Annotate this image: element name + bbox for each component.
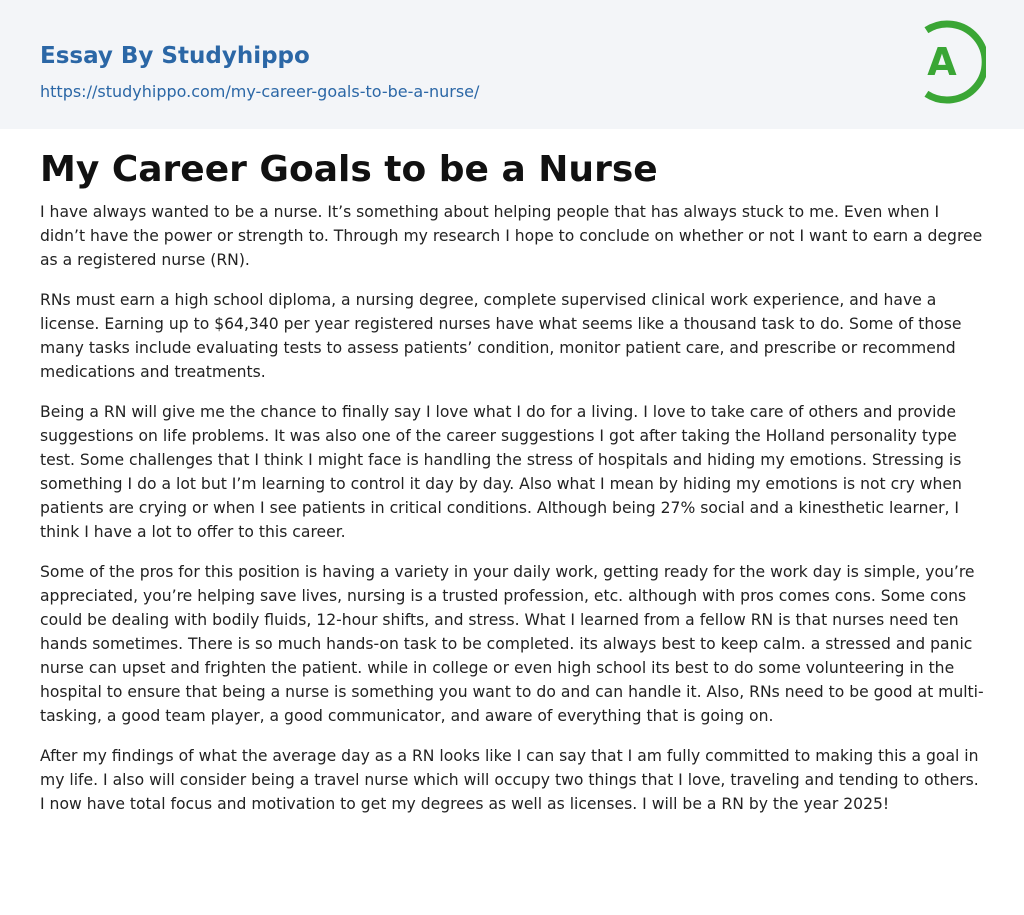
essay-paragraph: RNs must earn a high school diploma, a nursing degree, complete supervised clinical work experience, and have a license. Earning up to $64,340 per year registered nurses have what seems like a thousand task to do. Some of those many tasks include evaluating tests to assess patients’ condition, monitor patient care, and prescribe or recommend medications and treatments. xyxy=(40,291,962,381)
essay-paragraph: I have always wanted to be a nurse. It’s something about helping people that has always stuck to me. Even when I didn’t have the power or strength to. Through my research I hope to conclude on whether or not I want to earn a degree as a registered nurse (RN). xyxy=(40,203,983,269)
site-header xyxy=(0,0,1024,129)
essay-url-link[interactable]: https://studyhippo.com/my-career-goals-to-be-a-nurse/ xyxy=(40,82,480,101)
studyhippo-logo-icon[interactable] xyxy=(916,18,986,106)
brand-title: Essay By Studyhippo xyxy=(40,43,310,69)
logo-letter: A xyxy=(927,40,957,84)
essay-paragraph: Being a RN will give me the chance to finally say I love what I do for a living. I love to take care of others and provide suggestions on life problems. It was also one of the career suggestions I got after taking the Holland personality type test. Some challenges that I think I might face is handling the stress of hospitals and hiding my emotions. Stressing is something I do a lot but I’m learning to control it day by day. Also what I mean by hiding my emotions is not cry when patients are crying or when I see patients in critical conditions. Although being 27% social and a kinesthetic learner, I think I have a lot to offer to this career. xyxy=(40,403,962,541)
essay-paragraph: Some of the pros for this position is having a variety in your daily work, getting ready for the work day is simple, you’re appreciated, you’re helping save lives, nursing is a trusted profession, etc. although with pros comes cons. Some cons could be dealing with bodily fluids, 12-hour shifts, and stress. What I learned from a fellow RN is that nurses need ten hands sometimes. There is so much hands-on task to be completed. its always best to keep calm. a stressed and panic nurse can upset and frighten the patient. while in college or even high school its best to do some volunteering in the hospital to ensure that being a nurse is something you want to do and can handle it. Also, RNs need to be good at multi-tasking, a good team player, a good communicator, and aware of everything that is going on. xyxy=(40,563,984,725)
article xyxy=(0,148,1024,816)
essay-paragraph: After my findings of what the average day as a RN looks like I can say that I am fully committed to making this a goal in my life. I also will consider being a travel nurse which will occupy two things that I love, traveling and tending to others. I now have total focus and motivation to get my degrees as well as licenses. I will be a RN by the year 2025! xyxy=(40,747,979,813)
essay-title: My Career Goals to be a Nurse xyxy=(40,149,658,190)
